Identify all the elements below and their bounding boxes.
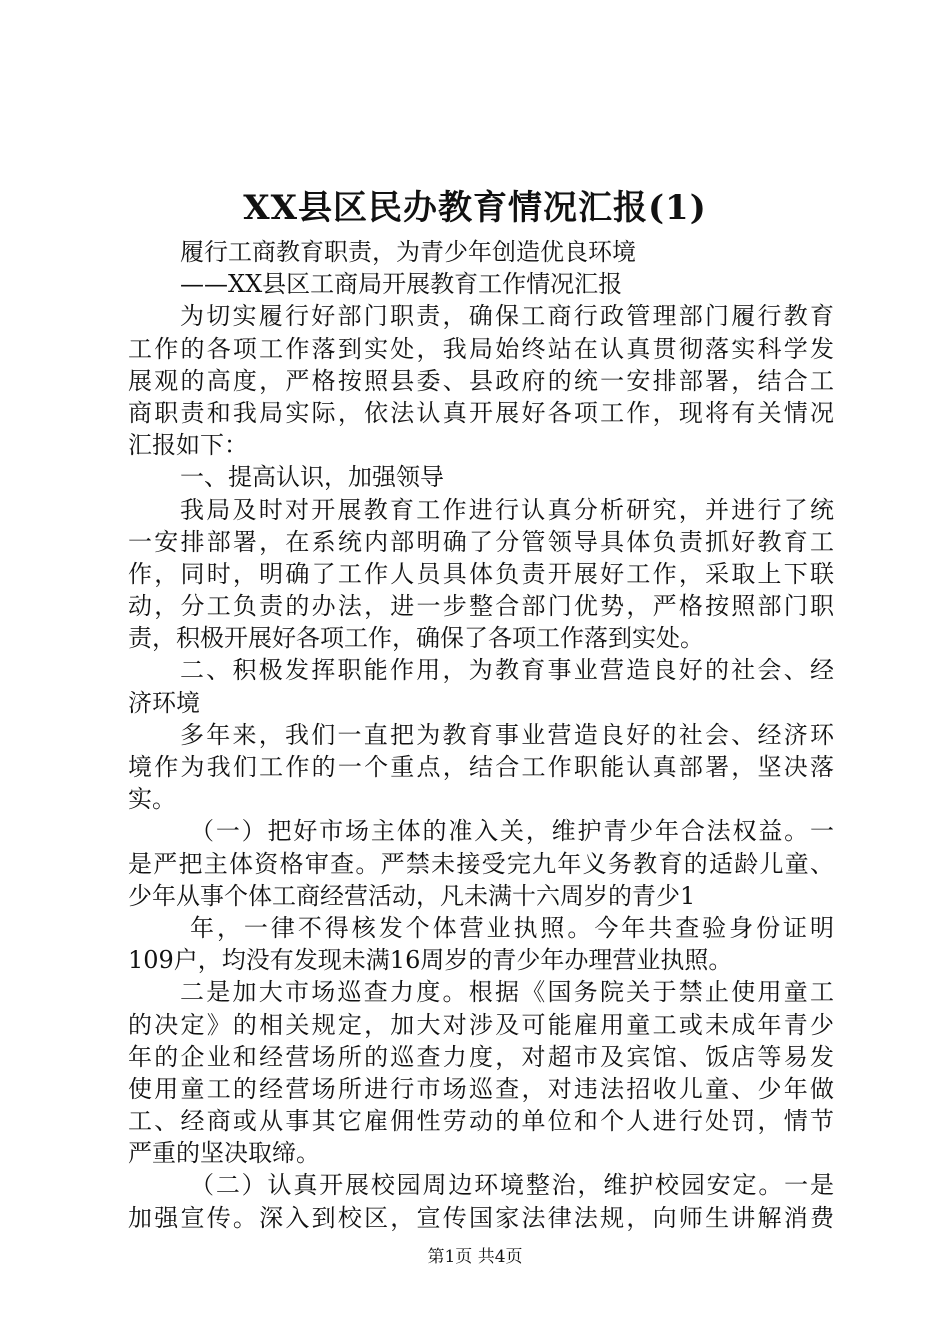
paragraph-line: 的决定》的相关规定，加大对涉及可能雇用童工或未成年青少 [128, 1010, 834, 1039]
paragraph-line: 一安排部署，在系统内部明确了分管领导具体负责抓好教育工 [128, 527, 834, 556]
paragraph-line: 年的企业和经营场所的巡查力度，对超市及宾馆、饭店等易发 [128, 1042, 834, 1071]
section-heading: 济环境 [128, 688, 200, 717]
paragraph-line: 商职责和我局实际，依法认真开展好各项工作，现将有关情况 [128, 398, 834, 427]
paragraph-line: 实。 [128, 785, 176, 814]
paragraph-line: 作，同时，明确了工作人员具体负责开展好工作，采取上下联 [128, 559, 834, 588]
paragraph-line: 多年来，我们一直把为教育事业营造良好的社会、经济环 [180, 720, 834, 749]
paragraph-line: 工作的各项工作落到实处，我局始终站在认真贯彻落实科学发 [128, 334, 834, 363]
paragraph-line: 责，积极开展好各项工作，确保了各项工作落到实处。 [128, 624, 704, 653]
paragraph-line: （二）认真开展校园周边环境整治，维护校园安定。一是 [190, 1171, 834, 1200]
paragraph-line: 109户，均没有发现未满16周岁的青少年办理营业执照。 [128, 946, 733, 975]
paragraph-line: 二是加大市场巡查力度。根据《国务院关于禁止使用童工 [180, 978, 834, 1007]
page-footer: 第1页 共4页 [427, 1247, 523, 1267]
paragraph-line: 动，分工负责的办法，进一步整合部门优势，严格按照部门职 [128, 592, 834, 621]
paragraph-line: 展观的高度，严格按照县委、县政府的统一安排部署，结合工 [128, 366, 834, 395]
subtitle-line: ——XX县区工商局开展教育工作情况汇报 [180, 270, 623, 299]
section-heading: 二、积极发挥职能作用，为教育事业营造良好的社会、经 [180, 656, 834, 685]
paragraph-line: 境作为我们工作的一个重点，结合工作职能认真部署，坚决落 [128, 753, 834, 781]
paragraph-line: 使用童工的经营场所进行市场巡查，对违法招收儿童、少年做 [128, 1074, 834, 1103]
paragraph-line: 汇报如下： [128, 431, 248, 460]
paragraph-line: 加强宣传。深入到校区，宣传国家法律法规，向师生讲解消费 [128, 1203, 834, 1232]
paragraph-line: 少年从事个体工商经营活动，凡未满十六周岁的青少1 [128, 881, 696, 910]
paragraph-line: 为切实履行好部门职责，确保工商行政管理部门履行教育 [180, 302, 834, 331]
paragraph-line: 严重的坚决取缔。 [128, 1139, 320, 1168]
section-heading: 一、提高认识，加强领导 [180, 463, 444, 492]
paragraph-line: 我局及时对开展教育工作进行认真分析研究，并进行了统 [180, 495, 834, 524]
document-body [128, 236, 834, 1234]
paragraph-line: （一）把好市场主体的准入关，维护青少年合法权益。一 [190, 817, 834, 846]
document-title: XX县区民办教育情况汇报(1) [243, 188, 707, 228]
subtitle-line: 履行工商教育职责，为青少年创造优良环境 [180, 238, 636, 266]
paragraph-line: 年，一律不得核发个体营业执照。今年共查验身份证明 [190, 913, 834, 942]
paragraph-line: 是严把主体资格审查。严禁未接受完九年义务教育的适龄儿童、 [128, 849, 834, 878]
paragraph-line: 工、经商或从事其它雇佣性劳动的单位和个人进行处罚，情节 [128, 1107, 834, 1136]
